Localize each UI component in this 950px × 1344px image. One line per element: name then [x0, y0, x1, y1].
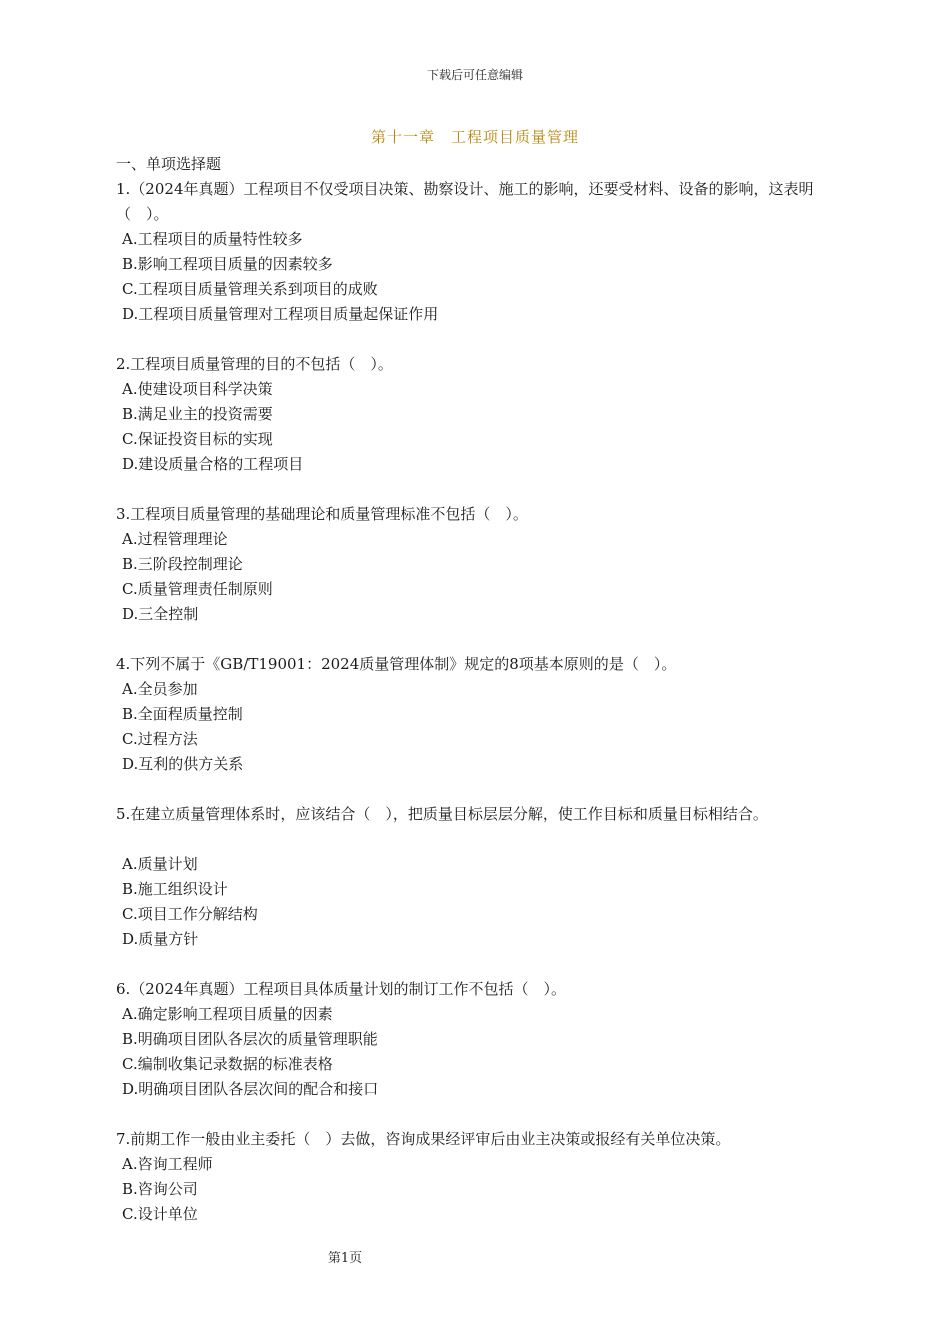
option-d: D.工程项目质量管理对工程项目质量起保证作用: [122, 305, 439, 323]
question-stem: 7.前期工作一般由业主委托（ ）去做，咨询成果经评审后由业主决策或报经有关单位决策。: [116, 1130, 731, 1148]
option-c: C.设计单位: [122, 1205, 198, 1223]
option-c: C.项目工作分解结构: [122, 905, 258, 923]
option-c: C.过程方法: [122, 730, 198, 748]
option-b: B.施工组织设计: [122, 880, 228, 898]
question-7: [116, 1127, 856, 1227]
option-b: B.影响工程项目质量的因素较多: [122, 255, 333, 273]
option-a: A.使建设项目科学决策: [122, 380, 273, 398]
option-c: C.保证投资目标的实现: [122, 430, 273, 448]
page-footer: 第1页: [327, 1251, 363, 1266]
option-b: B.全面程质量控制: [122, 705, 243, 723]
option-b: B.三阶段控制理论: [122, 555, 243, 573]
section-title: 一、单项选择题: [116, 155, 222, 173]
option-c: C.编制收集记录数据的标准表格: [122, 1055, 333, 1073]
question-stem: 4.下列不属于《GB/T19001：2024质量管理体制》规定的8项基本原则的是（ ）。: [116, 655, 677, 673]
option-a: A.工程项目的质量特性较多: [122, 230, 303, 248]
option-c: C.质量管理责任制原则: [122, 580, 273, 598]
question-4: [116, 652, 856, 777]
option-a: A.全员参加: [122, 680, 198, 698]
option-a: A.过程管理理论: [122, 530, 228, 548]
question-stem: 6.（2024年真题）工程项目具体质量计划的制订工作不包括（ ）。: [116, 980, 566, 998]
chapter-title: 第十一章 工程项目质量管理: [370, 128, 579, 146]
option-a: A.咨询工程师: [122, 1155, 213, 1173]
option-d: D.互利的供方关系: [122, 755, 244, 773]
option-b: B.明确项目团队各层次的质量管理职能: [122, 1030, 378, 1048]
option-d: D.质量方针: [122, 930, 199, 948]
option-b: B.满足业主的投资需要: [122, 405, 273, 423]
page-header: 下载后可任意编辑: [426, 68, 523, 82]
question-6: [116, 977, 856, 1102]
option-a: A.质量计划: [122, 855, 198, 873]
question-stem: 5.在建立质量管理体系时，应该结合（ ），把质量目标层层分解，使工作目标和质量目标相结合。: [116, 805, 768, 823]
question-5: [116, 802, 856, 952]
option-b: B.咨询公司: [122, 1180, 198, 1198]
option-c: C.工程项目质量管理关系到项目的成败: [122, 280, 378, 298]
option-d: D.三全控制: [122, 605, 199, 623]
option-d: D.明确项目团队各层次间的配合和接口: [122, 1080, 379, 1098]
question-2: [116, 352, 856, 477]
blank-line: [116, 827, 856, 852]
question-stem: 3.工程项目质量管理的基础理论和质量管理标准不包括（ ）。: [116, 505, 528, 523]
question-stem: 2.工程项目质量管理的目的不包括（ ）。: [116, 355, 393, 373]
question-1: [116, 177, 856, 327]
option-d: D.建设质量合格的工程项目: [122, 455, 304, 473]
question-stem: 1.（2024年真题）工程项目不仅受项目决策、勘察设计、施工的影响，还要受材料、设备的影响，这表明（ ）。: [116, 180, 814, 223]
option-a: A.确定影响工程项目质量的因素: [122, 1005, 333, 1023]
question-3: [116, 502, 856, 627]
document-body: [116, 152, 856, 1227]
